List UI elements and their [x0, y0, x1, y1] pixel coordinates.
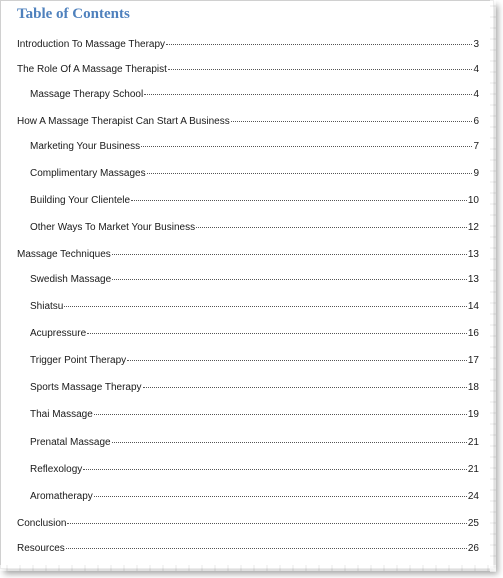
- dot-leader: [196, 227, 467, 228]
- toc-page-number: 25: [467, 518, 479, 529]
- dot-leader: [112, 442, 467, 443]
- toc-page-number: 12: [467, 222, 479, 233]
- toc-entry-complimentary-massages[interactable]: [30, 167, 479, 181]
- toc-entry-swedish-massage[interactable]: [30, 273, 479, 287]
- toc-page-number: 26: [467, 543, 479, 554]
- toc-page-number: 9: [473, 168, 479, 179]
- dot-leader: [83, 469, 467, 470]
- toc-entry-massage-therapy-school[interactable]: [30, 88, 479, 102]
- toc-entry-label: Aromatherapy: [30, 491, 93, 502]
- toc-entry-label: Sports Massage Therapy: [30, 382, 142, 393]
- dot-leader: [143, 387, 467, 388]
- toc-page-number: 16: [467, 328, 479, 339]
- toc-entry-label: Building Your Clientele: [30, 195, 131, 206]
- toc-entry-label: How A Massage Therapist Can Start A Business: [17, 116, 230, 127]
- toc-entry-conclusion[interactable]: [17, 517, 479, 531]
- toc-entry-other-ways-to-market[interactable]: [30, 221, 479, 235]
- toc-entry-start-a-business[interactable]: [17, 115, 479, 129]
- toc-entry-resources[interactable]: [17, 542, 479, 556]
- page-edge-bottom: [0, 565, 496, 571]
- toc-entry-label: Shiatsu: [30, 301, 64, 312]
- toc-entry-building-your-clientele[interactable]: [30, 194, 479, 208]
- dot-leader: [94, 414, 467, 415]
- dot-leader: [87, 333, 467, 334]
- toc-page-number: 21: [467, 437, 479, 448]
- toc-page-number: 18: [467, 382, 479, 393]
- dot-leader: [66, 548, 467, 549]
- toc-entry-massage-techniques[interactable]: [17, 248, 479, 262]
- toc-page-number: 4: [473, 89, 479, 100]
- toc-entry-trigger-point-therapy[interactable]: [30, 354, 479, 368]
- toc-entry-label: Swedish Massage: [30, 274, 112, 285]
- toc-entry-label: Acupressure: [30, 328, 87, 339]
- toc-page-number: 7: [473, 141, 479, 152]
- toc-entry-reflexology[interactable]: [30, 463, 479, 477]
- toc-page-number: 3: [473, 39, 479, 50]
- page-edge-right: [490, 0, 496, 572]
- toc-entry-aromatherapy[interactable]: [30, 490, 479, 504]
- toc-page-number: 13: [467, 249, 479, 260]
- toc-entry-label: Conclusion: [17, 518, 67, 529]
- toc-entry-label: Marketing Your Business: [30, 141, 141, 152]
- toc-page-number: 17: [467, 355, 479, 366]
- dot-leader: [144, 94, 472, 95]
- toc-entry-label: Trigger Point Therapy: [30, 355, 127, 366]
- toc-page-number: 21: [467, 464, 479, 475]
- dot-leader: [127, 360, 467, 361]
- toc-entry-thai-massage[interactable]: [30, 408, 479, 422]
- toc-entry-label: Resources: [17, 543, 65, 554]
- toc-entry-label: Prenatal Massage: [30, 437, 111, 448]
- toc-entry-label: Massage Techniques: [17, 249, 111, 260]
- dot-leader: [112, 254, 467, 255]
- toc-page-number: 19: [467, 409, 479, 420]
- toc-entry-marketing-your-business[interactable]: [30, 140, 479, 154]
- toc-title: Table of Contents: [17, 6, 130, 22]
- toc-entry-label: The Role Of A Massage Therapist: [17, 64, 167, 75]
- toc-entry-label: Introduction To Massage Therapy: [17, 39, 166, 50]
- dot-leader: [94, 496, 467, 497]
- toc-entry-label: Thai Massage: [30, 409, 93, 420]
- dot-leader: [64, 306, 467, 307]
- toc-entry-shiatsu[interactable]: [30, 300, 479, 314]
- dot-leader: [231, 121, 473, 122]
- dot-leader: [112, 279, 467, 280]
- toc-entry-sports-massage-therapy[interactable]: [30, 381, 479, 395]
- toc-page-number: 10: [467, 195, 479, 206]
- dot-leader: [168, 69, 473, 70]
- toc-page-number: 4: [473, 64, 479, 75]
- dot-leader: [131, 200, 467, 201]
- toc-entry-label: Massage Therapy School: [30, 89, 144, 100]
- toc-entry-acupressure[interactable]: [30, 327, 479, 341]
- toc-entry-introduction[interactable]: [17, 38, 479, 52]
- toc-entry-label: Reflexology: [30, 464, 83, 475]
- toc-entry-prenatal-massage[interactable]: [30, 436, 479, 450]
- toc-entry-label: Complimentary Massages: [30, 168, 146, 179]
- dot-leader: [166, 44, 472, 45]
- dot-leader: [141, 146, 472, 147]
- toc-page-number: 14: [467, 301, 479, 312]
- toc-page-number: 24: [467, 491, 479, 502]
- toc-page-number: 6: [473, 116, 479, 127]
- toc-entry-role-of-therapist[interactable]: [17, 63, 479, 77]
- dot-leader: [67, 523, 466, 524]
- dot-leader: [147, 173, 473, 174]
- toc-page-number: 13: [467, 274, 479, 285]
- toc-entry-label: Other Ways To Market Your Business: [30, 222, 196, 233]
